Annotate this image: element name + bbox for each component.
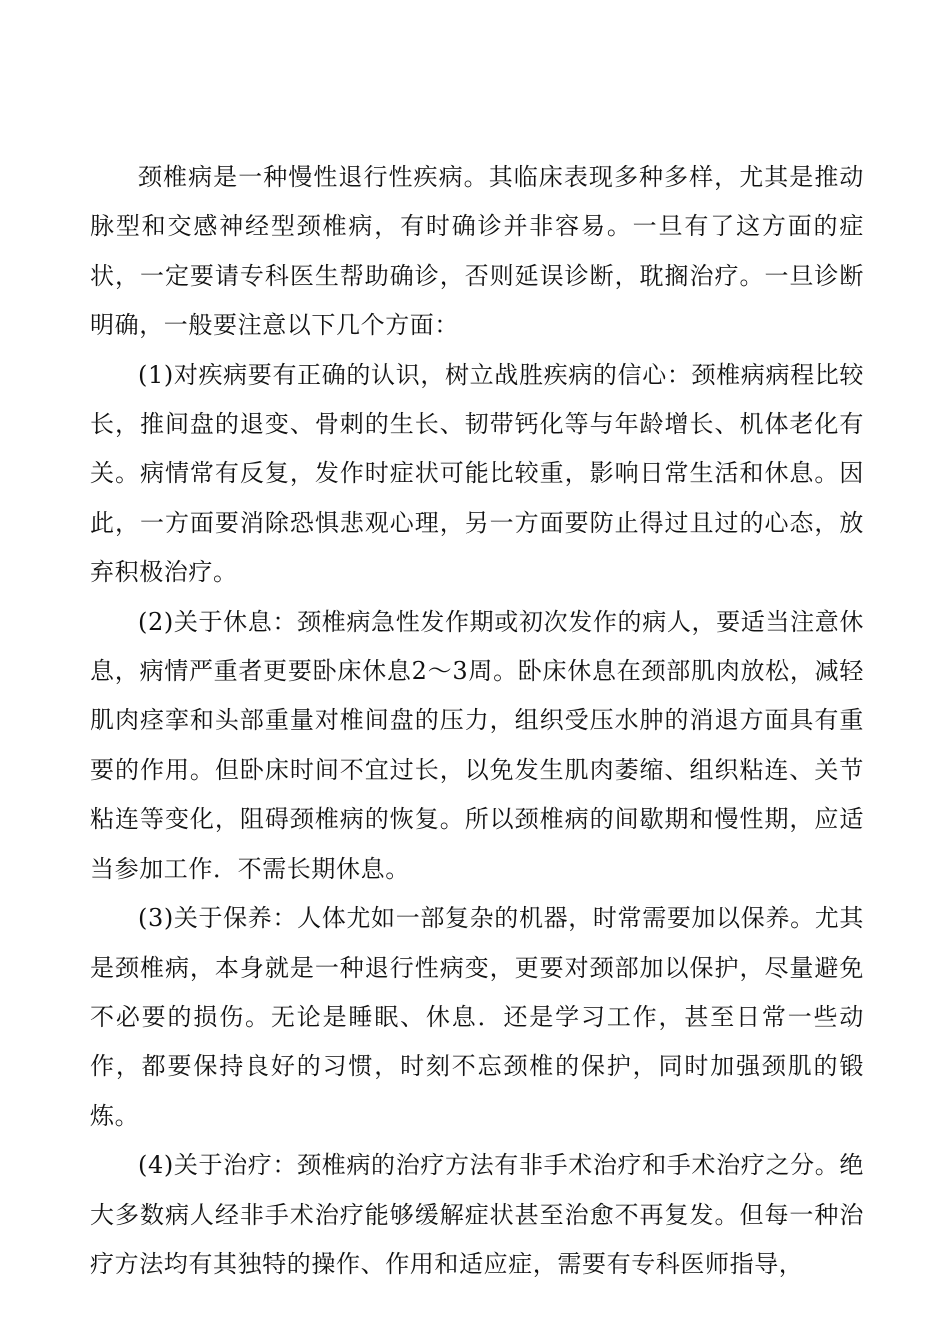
paragraph-intro: 颈椎病是一种慢性退行性疾病。其临床表现多种多样，尤其是推动脉型和交感神经型颈椎病，有时确诊并非容易。一旦有了这方面的症状，一定要请专科医生帮助确诊，否则延误诊断，耽搁治疗。一旦诊断明确，一般要注意以下几个方面： [90, 163, 864, 340]
document-body [90, 153, 864, 1289]
paragraph-point-2: (2)关于休息：颈椎病急性发作期或初次发作的病人，要适当注意休息，病情严重者更要卧床休息2～3周。卧床休息在颈部肌肉放松，减轻肌肉痉挛和头部重量对椎间盘的压力，组织受压水肿的消退方面具有重要的作用。但卧床时间不宜过长，以免发生肌肉萎缩、组织粘连、关节粘连等变化，阻碍颈椎病的恢复。所以颈椎病的间歇期和慢性期，应适当参加工作．不需长期休息。 [90, 607, 864, 883]
paragraph-point-4: (4)关于治疗：颈椎病的治疗方法有非手术治疗和手术治疗之分。绝大多数病人经非手术治疗能够缓解症状甚至治愈不再复发。但每一种治疗方法均有其独特的操作、作用和适应症，需要有专科医师指导， [90, 1151, 864, 1278]
paragraph-point-1: (1)对疾病要有正确的认识，树立战胜疾病的信心：颈椎病病程比较长，推间盘的退变、骨刺的生长、韧带钙化等与年龄增长、机体老化有关。病情常有反复，发作时症状可能比较重，影响日常生活和休息。因此，一方面要消除恐惧悲观心理，另一方面要防止得过且过的心态，放弃积极治疗。 [90, 360, 864, 587]
paragraph-point-3: (3)关于保养：人体尤如一部复杂的机器，时常需要加以保养。尤其是颈椎病，本身就是一种退行性病变，更要对颈部加以保护，尽量避免不必要的损伤。无论是睡眠、休息．还是学习工作，甚至日常一些动作，都要保持良好的习惯，时刻不忘颈椎的保护，同时加强颈肌的锻炼。 [90, 904, 864, 1130]
